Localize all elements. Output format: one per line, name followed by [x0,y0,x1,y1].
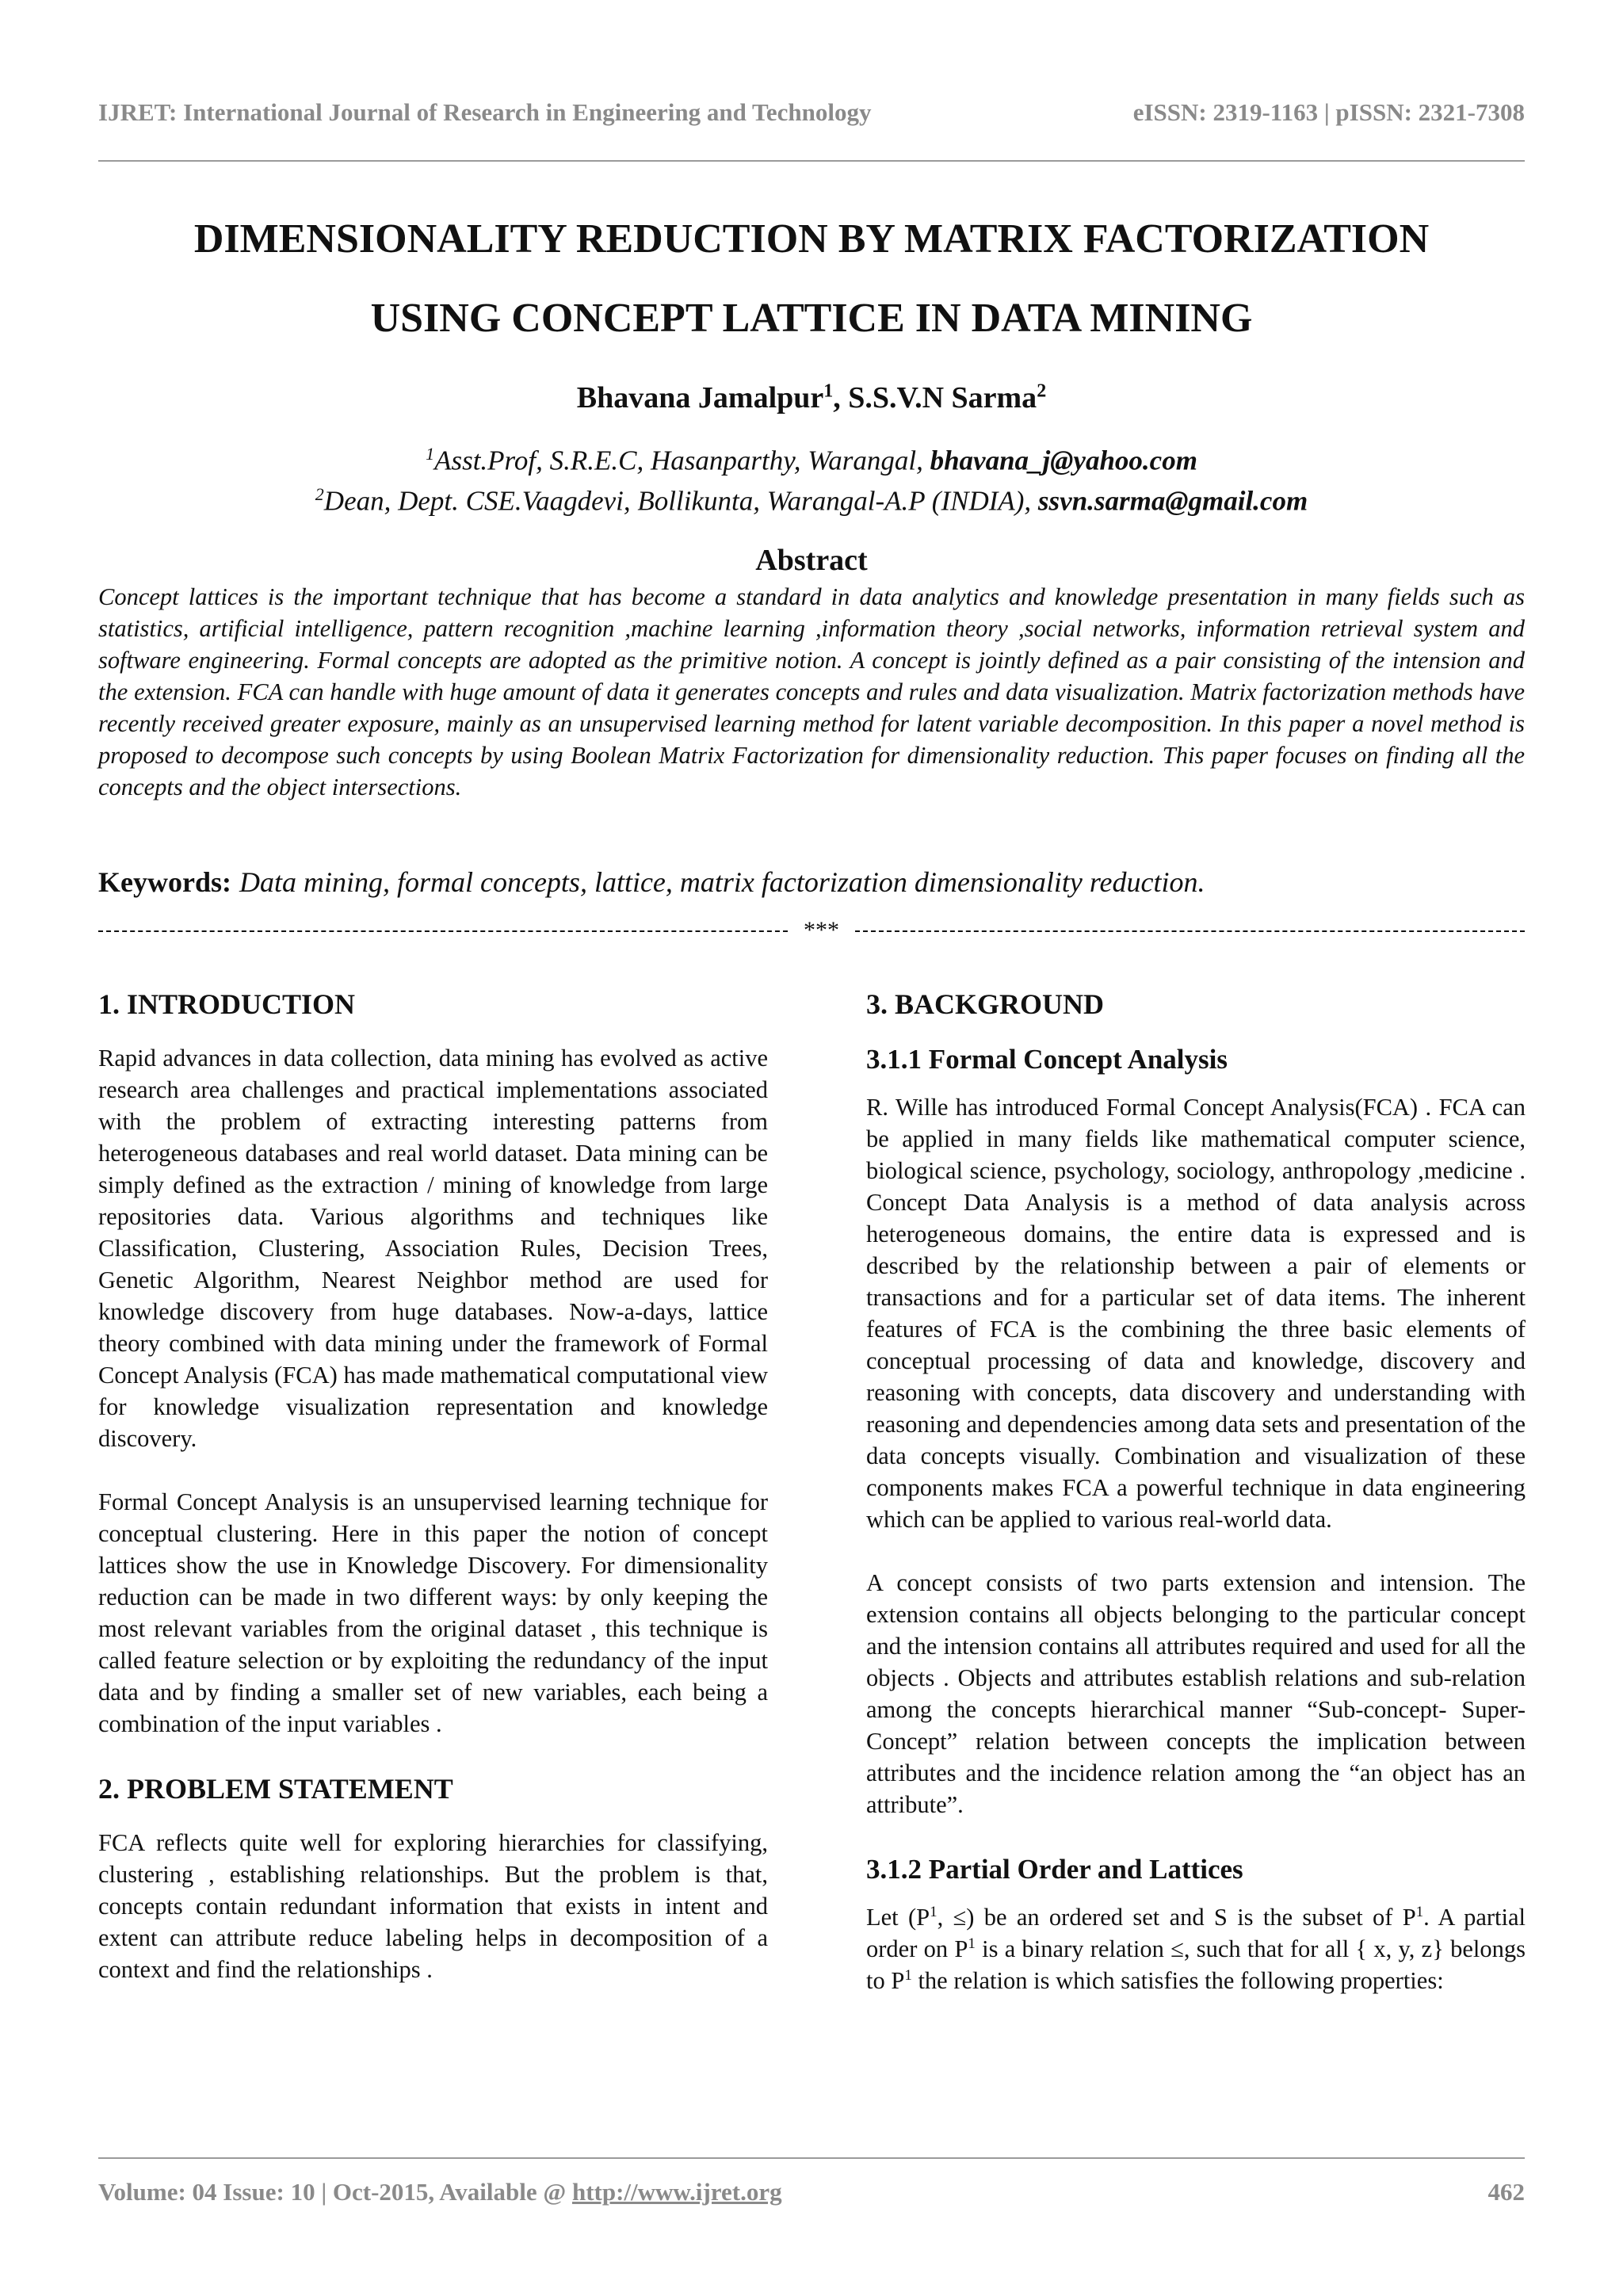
header-rule [98,160,1525,162]
superscript: 1 [968,1935,976,1952]
affiliation-text: Asst.Prof, S.R.E.C, Hasanparthy, Warangal, [434,445,930,476]
dashed-line [855,930,1525,932]
paragraph: Rapid advances in data collection, data mining has evolved as active research area challenges and practical implementations associated with the problem of extracting interesting patterns from heterogeneous databases and real world dataset. Data mining can be simply defined as the extraction / mining of knowledge from large repositories data. Various algorithms and techniques like Classification, Clustering, Association Rules, Decision Trees, Genetic Algorithm, Nearest Neighbor method are used for knowledge discovery from huge databases. Now-a-days, lattice theory combined with data mining under the framework of Formal Concept Analysis (FCA) has made mathematical computational view for knowledge visualization representation and knowledge discovery. [98,1045,768,1452]
superscript: 1 [904,1966,912,1984]
journal-link[interactable]: http://www.ijret.org [571,2178,782,2206]
subsection-heading-partial-order: 3.1.2 Partial Order and Lattices [866,1854,1243,1885]
text-run: . A partial order on P [866,1904,1526,1962]
affiliation-text: Dean, Dept. CSE.Vaagdevi, Bollikunta, Warangal-A.P (INDIA), [323,485,1038,517]
text-run: Let (P [866,1904,930,1931]
section-heading-introduction: 1. INTRODUCTION [98,988,356,1020]
title-line-2: USING CONCEPT LATTICE IN DATA MINING [370,296,1253,341]
author-list [98,380,1525,415]
issn-numbers: eISSN: 2319-1163 | pISSN: 2321-7308 [1132,98,1525,126]
paragraph [866,1901,1526,1996]
author-name: S.S.V.N Sarma [848,381,1037,415]
affiliation-mark: 1 [823,380,834,402]
footer-rule [98,2157,1525,2159]
paragraph: Formal Concept Analysis is an unsupervised learning technique for conceptual clustering. Here in this paper the notion of concept lattices show the use in Knowledge Discovery. For dimensionality reduction can be made in two different ways: by only keeping the most relevant variables from the original dataset , this technique is called feature selection or by exploiting the redundancy of the input data and by finding a smaller set of new variables, each being a combination of the input variables . [98,1488,768,1737]
affiliation-mark: 1 [426,444,435,464]
keywords-text: Data mining, formal concepts, lattice, matrix factorization dimensionality reduction. [239,866,1205,898]
superscript: 1 [1415,1903,1424,1920]
dashed-line [98,930,788,932]
left-column [98,987,768,2017]
author-email[interactable]: bhavana_j@yahoo.com [930,445,1197,476]
paragraph: A concept consists of two parts extension and intension. The extension contains all objects belonging to the particular concept and the intension contains all attributes required and used for all the objects . Objects and attributes establish relations and sub-relation among the concepts hierarchical manner “Sub-concept- Super-Concept” relation between concepts the implication between attributes and the incidence relation among the “an object has an attribute”. [866,1569,1526,1818]
page-number: 462 [1487,2178,1525,2206]
author-name: Bhavana Jamalpur [576,381,824,415]
superscript: 1 [930,1903,938,1920]
author-separator: , [833,381,849,415]
volume-info: Volume: 04 Issue: 10 | Oct-2015, Available @ [98,2178,572,2206]
text-run: , ≤) be an ordered set and S is the subset of P [937,1904,1416,1931]
affiliation-mark: 2 [1037,380,1047,402]
text-run: the relation is which satisfies the following properties: [911,1967,1444,1994]
affiliation-mark: 2 [315,483,324,504]
footer-volume [98,2178,782,2206]
journal-name: IJRET: International Journal of Research in Engineering and Technology [98,98,872,126]
section-heading-problem-statement: 2. PROBLEM STATEMENT [98,1773,453,1805]
abstract-text: Concept lattices is the important technique that has become a standard in data analytics and knowledge presentation in many fields such as statistics, artificial intelligence, pattern recognition ,machine learning ,information theory ,social networks, information retrieval system and software engineering. Formal concepts are adopted as the primitive notion. A concept is jointly defined as a pair consisting of the intension and the extension. FCA can handle with huge amount of data it generates concepts and rules and data visualization. Matrix factorization methods have recently received greater exposure, mainly as an unsupervised learning method for latent variable decomposition. In this paper a novel method is proposed to decompose such concepts by using Boolean Matrix Factorization for dimensionality reduction. This paper focuses on finding all the concepts and the object intersections. [98,583,1525,800]
paragraph: R. Wille has introduced Formal Concept Analysis(FCA) . FCA can be applied in many fields like mathematical computer science, biological science, psychology, sociology, anthropology ,medicine . Concept Data Analysis is a method of data analysis across heterogeneous domains, the entire data is expressed and is described by the relationship between a pair of elements or transactions and for a particular set of data items. The inherent features of FCA is the combining the three basic elements of conceptual processing of data and knowledge, discovery and reasoning with concepts, data discovery and understanding with reasoning and dependencies among data sets and presentation of the data concepts visually. Combination and visualization of these components makes FCA a powerful technique in data engineering which can be applied to various real-world data. [866,1094,1526,1533]
affiliations [98,437,1525,518]
separator-stars: *** [804,917,839,943]
abstract-heading: Abstract [755,544,868,577]
author-email[interactable]: ssvn.sarma@gmail.com [1037,485,1308,517]
section-separator [98,917,1525,949]
keywords-label: Keywords: [98,866,231,898]
paragraph: FCA reflects quite well for exploring hierarchies for classifying, clustering , establishing relationships. But the problem is that, concepts contain redundant information that exists in intent and extent can attribute reduce labeling helps in decomposition of a context and find the relationships . [98,1829,768,1983]
text-run: is a binary relation ≤, such that for all { x, y, z} belongs to P [866,1935,1526,1994]
section-heading-background: 3. BACKGROUND [866,988,1105,1020]
subsection-heading-fca: 3.1.1 Formal Concept Analysis [866,1044,1228,1075]
paper-title [98,200,1525,358]
running-header [98,98,1525,136]
affiliation-line [98,478,1525,518]
title-line-1: DIMENSIONALITY REDUCTION BY MATRIX FACTORIZATION [193,216,1430,262]
affiliation-line [98,437,1525,478]
keywords [98,865,1525,899]
right-column [866,987,1526,2028]
